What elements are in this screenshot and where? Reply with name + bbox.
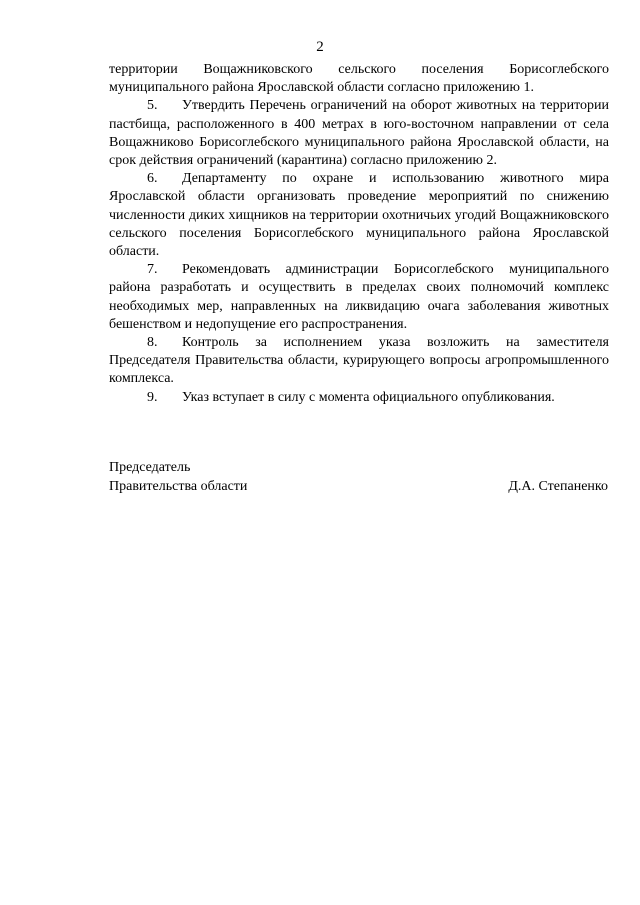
page-number: 2	[316, 39, 324, 55]
signatory-name: Д.А. Степаненко	[508, 478, 608, 494]
paragraph-item-6	[109, 170, 609, 261]
item-number: 8.	[147, 335, 158, 351]
signatory-title-line2: Правительства области	[109, 478, 248, 494]
paragraph-item-5	[109, 97, 609, 170]
item-number: 9.	[147, 389, 158, 405]
continuation-paragraph: территории Вощажниковского сельского поселения Борисоглебского муниципального района Ярославской области согласно приложению 1.	[109, 62, 609, 96]
paragraph-item-8	[109, 334, 609, 389]
item-number: 6.	[147, 171, 158, 187]
item-text: Контроль за исполнением указа возложить на заместителя Председателя Правительства области, курирующего вопросы агропромышленного комплекса.	[109, 335, 609, 387]
item-number: 7.	[147, 262, 158, 278]
item-text: Указ вступает в силу с момента официального опубликования.	[182, 389, 555, 405]
document-body	[109, 61, 609, 407]
paragraph-item-7	[109, 261, 609, 334]
signature-row	[109, 478, 608, 497]
item-text: Рекомендовать администрации Борисоглебского муниципального района разработать и осуществить в пределах своих полномочий комплекс необходимых мер, направленных на ликвидацию очага заболевания животных бешенством и недопущение его распространения.	[109, 262, 609, 332]
item-number: 5.	[147, 98, 158, 114]
signature-block	[109, 459, 608, 496]
signatory-title-line1: Председатель	[109, 460, 191, 475]
item-text: Утвердить Перечень ограничений на оборот животных на территории пастбища, расположенного в 400 метрах в юго-восточном направлении от села Вощажниково Борисоглебского муниципального района Ярославской области, на срок действия ограничений (карантина) согласно приложению 2.	[109, 98, 609, 169]
item-text: Департаменту по охране и использованию животного мира Ярославской области организовать проведение мероприятий по снижению численности диких хищников на территории охотничьих угодий Вощажниковского сельского поселения Борисоглебского муниципального района Ярославской области.	[109, 171, 609, 260]
paragraph-item-9	[109, 389, 609, 407]
